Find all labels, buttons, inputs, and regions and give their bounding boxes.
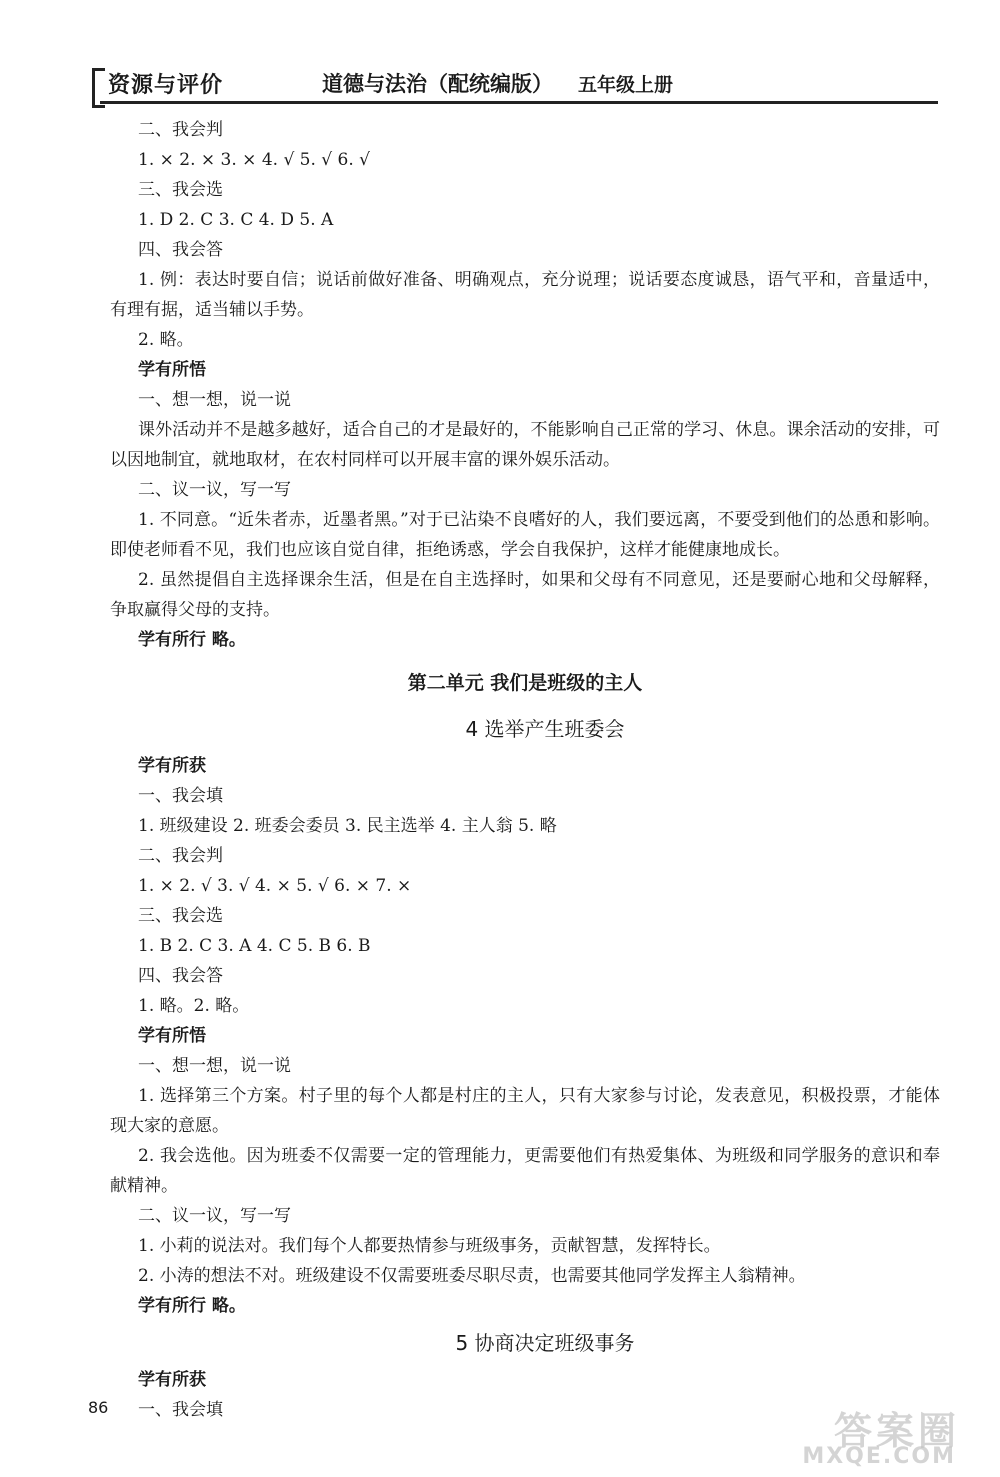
text-line: 一、想一想，说一说 xyxy=(138,1056,291,1076)
text-line: 三、我会选 xyxy=(138,180,223,200)
text-line: 四、我会答 xyxy=(138,966,223,986)
text-line: 四、我会答 xyxy=(138,240,223,260)
answer-content xyxy=(110,115,940,1425)
text-line: 1. 略。2. 略。 xyxy=(138,996,250,1016)
watermark-sub-text: MXQE.COM xyxy=(802,1444,956,1469)
text-line: 1. 小莉的说法对。我们每个人都要热情参与班级事务，贡献智慧，发挥特长。 xyxy=(138,1236,721,1256)
paragraph: 1. 不同意。“近朱者赤，近墨者黑。”对于已沾染不良嗜好的人，我们要远离，不要受到他们的怂恿和影响。即使老师看不见，我们也应该自觉自律，拒绝诱惑，学会自我保护，这样才能健康地成长。 xyxy=(110,510,940,560)
section-heading: 学有所获 xyxy=(138,756,206,776)
unit-title: 第二单元 我们是班级的主人 xyxy=(407,672,643,694)
text-line: 二、我会判 xyxy=(138,846,223,866)
paragraph: 课外活动并不是越多越好，适合自己的才是最好的，不能影响自己正常的学习、休息。课余活动的安排，可以因地制宜，就地取材，在农村同样可以开展丰富的课外娱乐活动。 xyxy=(110,420,940,470)
section-heading: 学有所行 略。 xyxy=(138,630,246,650)
section-heading: 学有所获 xyxy=(138,1370,206,1390)
subject-title: 道德与法治（配统编版） xyxy=(322,72,553,96)
paragraph: 1. 例：表达时要自信；说话前做好准备、明确观点，充分说理；说话要态度诚恳，语气平和，音量适中，有理有据，适当辅以手势。 xyxy=(110,270,940,320)
text-line: 2. 略。 xyxy=(138,330,194,350)
section-heading: 学有所行 略。 xyxy=(138,1296,246,1316)
watermark-logo xyxy=(800,1400,960,1472)
text-line: 2. 小涛的想法不对。班级建设不仅需要班委尽职尽责，也需要其他同学发挥主人翁精神。 xyxy=(138,1266,806,1286)
book-title: 资源与评价 xyxy=(108,73,224,98)
text-line: 1. D 2. C 3. C 4. D 5. A xyxy=(138,210,334,230)
text-line: 二、我会判 xyxy=(138,120,223,140)
text-line: 二、议一议，写一写 xyxy=(138,480,291,500)
watermark-main-text: 答案圈 xyxy=(833,1409,960,1453)
section-heading: 学有所悟 xyxy=(138,1026,206,1046)
text-line: 1. B 2. C 3. A 4. C 5. B 6. B xyxy=(138,936,371,956)
text-line: 一、想一想，说一说 xyxy=(138,390,291,410)
paragraph: 2. 我会选他。因为班委不仅需要一定的管理能力，更需要他们有热爱集体、为班级和同学服务的意识和奉献精神。 xyxy=(110,1146,940,1196)
paragraph: 1. 选择第三个方案。村子里的每个人都是村庄的主人，只有大家参与讨论，发表意见，积极投票，才能体现大家的意愿。 xyxy=(110,1086,940,1136)
text-line: 1. 班级建设 2. 班委会委员 3. 民主选举 4. 主人翁 5. 略 xyxy=(138,816,557,836)
lesson-title: 5 协商决定班级事务 xyxy=(455,1331,635,1355)
grade-label: 五年级上册 xyxy=(578,74,674,96)
text-line: 一、我会填 xyxy=(138,786,223,806)
text-line: 二、议一议，写一写 xyxy=(138,1206,291,1226)
lesson-title: 4 选举产生班委会 xyxy=(465,717,625,741)
text-line: 1. × 2. × 3. × 4. √ 5. √ 6. √ xyxy=(138,150,370,170)
section-heading: 学有所悟 xyxy=(138,360,206,380)
text-line: 1. × 2. √ 3. √ 4. × 5. √ 6. × 7. × xyxy=(138,876,412,896)
text-line: 一、我会填 xyxy=(138,1400,223,1420)
running-header xyxy=(92,62,938,102)
header-rule xyxy=(100,101,938,104)
page-number: 86 xyxy=(88,1398,109,1417)
text-line: 三、我会选 xyxy=(138,906,223,926)
paragraph: 2. 虽然提倡自主选择课余生活，但是在自主选择时，如果和父母有不同意见，还是要耐心地和父母解释，争取赢得父母的支持。 xyxy=(110,570,940,620)
